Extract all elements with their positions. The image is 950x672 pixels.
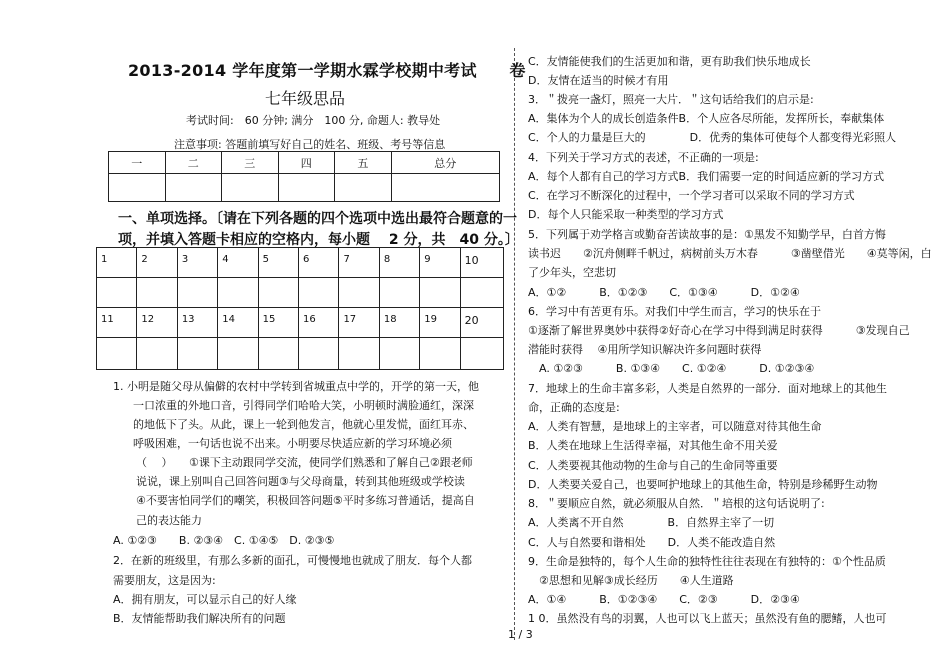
- question-line: 3．＂拨亮一盏灯，照亮一大片．＂这句话给我们的启示是:: [528, 93, 814, 106]
- question-line: 的地低下了头。从此，课上一轮到他发言，他就心里发慌，面红耳赤、: [133, 418, 474, 431]
- question-line: （ ） ①课下主动跟同学交流，使同学们熟悉和了解自己②跟老师: [136, 456, 473, 469]
- answer-number: 3: [177, 248, 217, 278]
- question-line: 1 0．虽然没有鸟的羽翼，人也可以飞上蓝天；虽然没有鱼的腮鳍，人也可: [528, 612, 887, 625]
- answer-number: 14: [218, 308, 258, 338]
- question-line: ②思想和见解③成长经历 ④人生道路: [528, 574, 734, 587]
- question-line: 2．在新的班级里，有那么多新的面孔，可慢慢地也就成了朋友．每个人都: [113, 554, 472, 567]
- answer-cell[interactable]: [460, 338, 503, 370]
- question-line: 呼吸困难，一句话也说不出来。小明要尽快适应新的学习环境必须: [133, 437, 452, 450]
- answer-cell[interactable]: [299, 278, 339, 308]
- question-line: D．友情在适当的时候才有用: [528, 74, 669, 87]
- answer-number: 13: [177, 308, 217, 338]
- question-line: 己的表达能力: [136, 514, 202, 527]
- question-line: C．在学习不断深化的过程中，一个学习者可以采取不同的学习方式: [528, 189, 855, 202]
- answer-cell[interactable]: [258, 338, 298, 370]
- answer-cell[interactable]: [97, 338, 137, 370]
- section-one-heading-line2: 项，并填入答题卡相应的空格内，每小题 2 分，共 40 分。〕: [118, 232, 519, 248]
- answer-cell[interactable]: [137, 338, 177, 370]
- answer-options: A. ①②③ B. ①③④ C. ①②④ D. ①②③④: [528, 362, 815, 375]
- answer-options: A．拥有朋友，可以显示自己的好人缘: [113, 593, 297, 606]
- score-cell[interactable]: [278, 174, 335, 202]
- question-line: 需要朋友，这是因为:: [113, 574, 216, 587]
- section-one-heading-line1: 一、单项选择。〔请在下列各题的四个选项中选出最符合题意的一: [118, 211, 517, 227]
- answer-options: A．①② B．①②③ C．①③④ D．①②④: [528, 286, 800, 299]
- answer-cell[interactable]: [420, 278, 460, 308]
- question-line: ①逐渐了解世界奥妙中获得②好奇心在学习中得到满足时获得 ③发现自己: [528, 324, 910, 337]
- answer-cell[interactable]: [177, 278, 217, 308]
- answer-options: B．人类在地球上生活得幸福，对其他生命不用关爱: [528, 439, 778, 452]
- question-line: A．集体为个人的成长创造条件B．个人应各尽所能，发挥所长，奉献集体: [528, 112, 885, 125]
- question-line: 说说，课上别叫自己回答问题③与父母商量，转到其他班级或学校读: [136, 475, 465, 488]
- answer-options: A. ①②③ B. ②③④ C. ①④⑤ D. ②③⑤: [113, 534, 335, 547]
- answer-number: 10: [460, 248, 503, 278]
- answer-options: A．人类有智慧，是地球上的主宰者，可以随意对待其他生命: [528, 420, 822, 433]
- question-line: 了少年头，空悲切: [528, 266, 616, 279]
- question-line: 4．下列关于学习方式的表述，不正确的一项是:: [528, 151, 759, 164]
- question-line: 6．学习中有苦更有乐。对我们中学生而言，学习的快乐在于: [528, 305, 821, 318]
- answer-number: 20: [460, 308, 503, 338]
- answer-cell[interactable]: [379, 338, 419, 370]
- score-header: 三: [222, 152, 279, 174]
- question-line: A．每个人都有自己的学习方式B．我们需要一定的时间适应新的学习方式: [528, 170, 885, 183]
- exam-title: 2013-2014 学年度第一学期水霖学校期中考试 卷: [128, 61, 526, 80]
- exam-subtitle: 七年级思品: [265, 89, 346, 108]
- question-line: 7．地球上的生命丰富多彩，人类是自然界的一部分．面对地球上的其他生: [528, 382, 887, 395]
- answer-number: 12: [137, 308, 177, 338]
- answer-cell[interactable]: [379, 278, 419, 308]
- question-line: C．个人的力量是巨大的 D．优秀的集体可使每个人都变得光彩照人: [528, 131, 897, 144]
- answer-cell[interactable]: [177, 338, 217, 370]
- answer-options: B．友情能帮助我们解决所有的问题: [113, 612, 286, 625]
- answer-cell[interactable]: [299, 338, 339, 370]
- column-divider: [514, 48, 515, 640]
- answer-options: A．①④ B．①②③④ C．②③ D．②③④: [528, 593, 800, 606]
- answer-cell[interactable]: [460, 278, 503, 308]
- exam-notice: 注意事项: 答题前填写好自己的姓名、班级、考号等信息: [174, 138, 446, 151]
- answer-cell[interactable]: [420, 338, 460, 370]
- answer-number: 16: [299, 308, 339, 338]
- answer-number: 8: [379, 248, 419, 278]
- score-header: 二: [165, 152, 222, 174]
- answer-number: 18: [379, 308, 419, 338]
- score-cell[interactable]: [335, 174, 392, 202]
- question-line: 一口浓重的外地口音，引得同学们哈哈大笑，小明顿时满脸通红，深深: [133, 399, 474, 412]
- question-line: 潜能时获得 ④用所学知识解决许多问题时获得: [528, 343, 762, 356]
- answer-grid: [96, 247, 504, 370]
- answer-cell[interactable]: [339, 338, 379, 370]
- score-cell[interactable]: [109, 174, 166, 202]
- answer-cell[interactable]: [258, 278, 298, 308]
- answer-number: 4: [218, 248, 258, 278]
- score-header: 五: [335, 152, 392, 174]
- question-line: 5．下列属于劝学格言或勤奋苦读故事的是：①黑发不知勤学早，白首方悔: [528, 228, 886, 241]
- score-cell[interactable]: [391, 174, 499, 202]
- score-header: 总分: [391, 152, 499, 174]
- answer-options: C．人类要视其他动物的生命与自己的生命同等重要: [528, 459, 778, 472]
- score-header: 一: [109, 152, 166, 174]
- answer-number: 11: [97, 308, 137, 338]
- page-number: 1 / 3: [508, 628, 533, 641]
- answer-options: A．人类离不开自然 B．自然界主宰了一切: [528, 516, 775, 529]
- answer-options: C．人与自然要和谐相处 D．人类不能改造自然: [528, 536, 776, 549]
- answer-number: 9: [420, 248, 460, 278]
- exam-info: 考试时间: 60 分钟; 满分 100 分, 命题人: 教导处: [186, 114, 441, 127]
- score-header: 四: [278, 152, 335, 174]
- answer-cell[interactable]: [97, 278, 137, 308]
- question-line: D．每个人只能采取一种类型的学习方式: [528, 208, 724, 221]
- question-line: 读书迟 ②沉舟侧畔千帆过，病树前头万木春 ③凿壁借光 ④莫等闲，白: [528, 247, 932, 260]
- score-table: [108, 151, 500, 202]
- answer-number: 15: [258, 308, 298, 338]
- answer-number: 1: [97, 248, 137, 278]
- answer-number: 7: [339, 248, 379, 278]
- question-line: ④不要害怕同学们的嘲笑，积极回答问题⑤平时多练习普通话，提高自: [136, 494, 475, 507]
- score-cell[interactable]: [222, 174, 279, 202]
- answer-options: D．人类要关爱自己，也要呵护地球上的其他生命，特别是珍稀野生动物: [528, 478, 878, 491]
- question-line: 命，正确的态度是:: [528, 401, 620, 414]
- answer-number: 17: [339, 308, 379, 338]
- answer-number: 5: [258, 248, 298, 278]
- answer-number: 19: [420, 308, 460, 338]
- answer-number: 2: [137, 248, 177, 278]
- answer-cell[interactable]: [218, 338, 258, 370]
- score-cell[interactable]: [165, 174, 222, 202]
- answer-cell[interactable]: [137, 278, 177, 308]
- question-line: 8．＂要顺应自然，就必须服从自然．＂培根的这句话说明了:: [528, 497, 825, 510]
- answer-cell[interactable]: [218, 278, 258, 308]
- answer-cell[interactable]: [339, 278, 379, 308]
- question-line: 1. 小明是随父母从偏僻的农村中学转到省城重点中学的，开学的第一天，他: [113, 380, 479, 393]
- question-line: 9．生命是独特的，每个人生命的独特性往往表现在有独特的：①个性品质: [528, 555, 886, 568]
- answer-number: 6: [299, 248, 339, 278]
- question-line: C．友情能使我们的生活更加和谐，更有助我们快乐地成长: [528, 55, 811, 68]
